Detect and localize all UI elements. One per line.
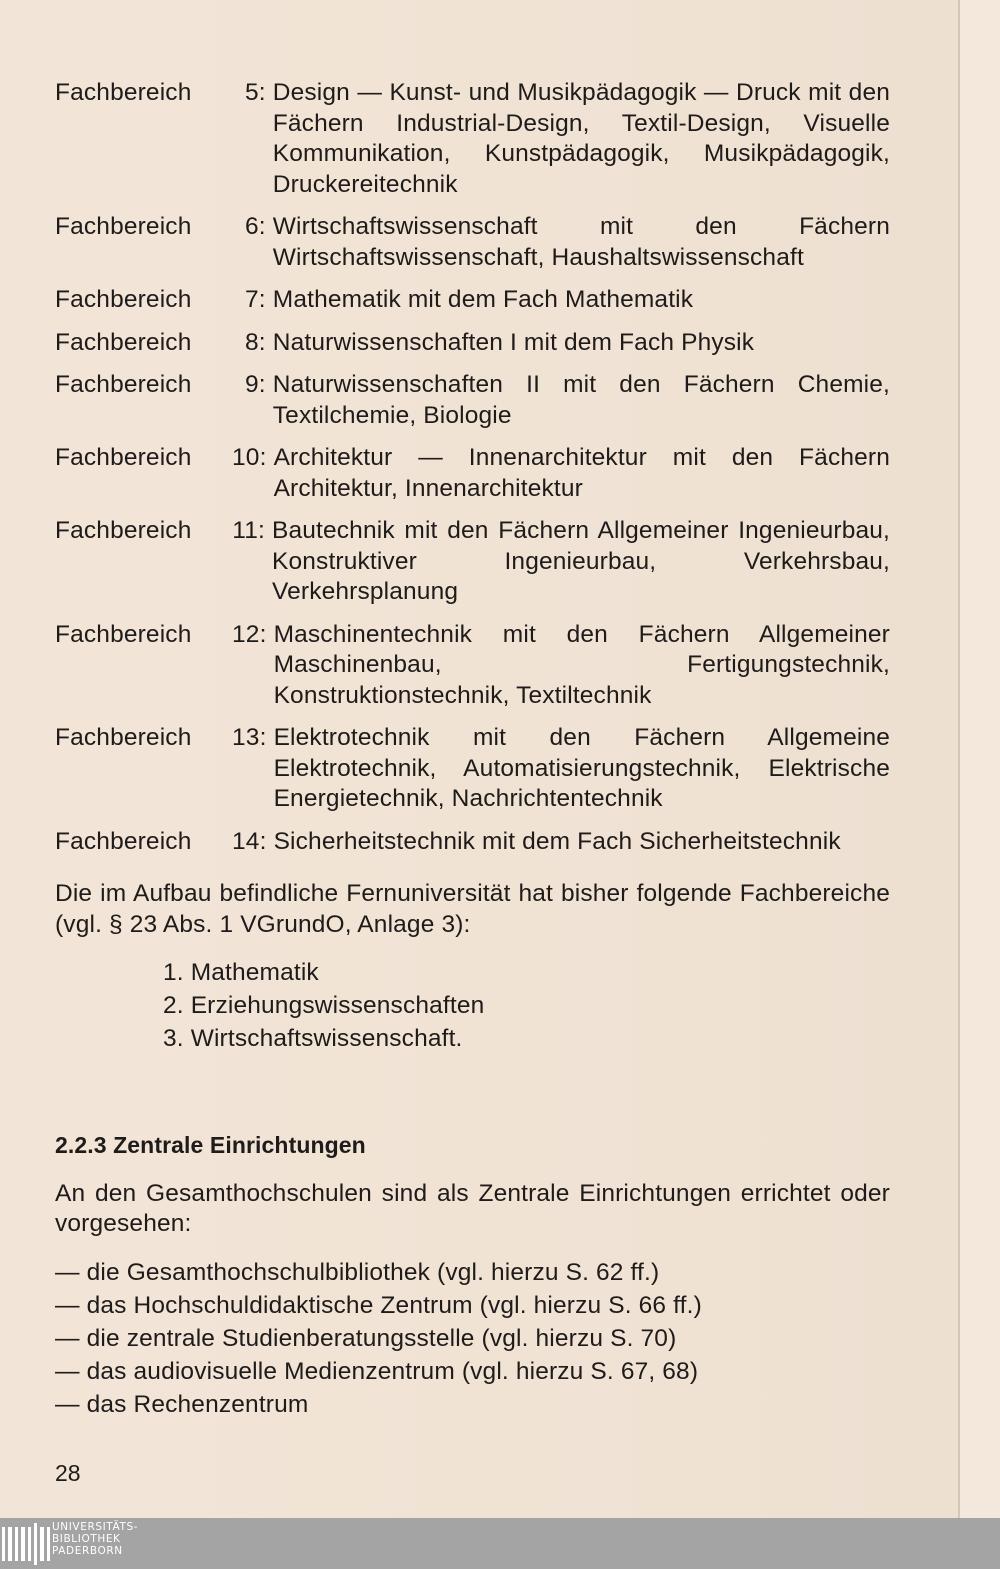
list-item: — die Gesamthochschulbibliothek (vgl. hierzu S. 62 ff.) xyxy=(55,1258,660,1286)
fachbereich-description: Wirtschaftswissenschaft mit den Fächern Wirtschaftswissenschaft, Haushaltswissenschaft xyxy=(272,213,890,271)
next-page-strip xyxy=(960,0,1000,1518)
fachbereich-description: Elektrotechnik mit den Fächern Allgemeine Elektrotechnik, Automatisierungstechnik, Elektrische Energietechnik, Nachrichtentechnik xyxy=(273,724,890,812)
list-item: 2. Erziehungswissenschaften xyxy=(163,992,485,1019)
fachbereich-colon: : xyxy=(259,444,267,471)
fachbereich-label: Fachbereich xyxy=(55,724,192,751)
fachbereich-description: Naturwissenschaften II mit den Fächern Chemie, Textilchemie, Biologie xyxy=(272,371,890,429)
fachbereich-colon: : xyxy=(258,517,265,544)
fachbereich-colon: : xyxy=(259,827,267,855)
fachbereich-number: 10 xyxy=(232,444,260,471)
library-logo-icon xyxy=(0,1518,50,1569)
fachbereich-row xyxy=(55,285,890,316)
fachbereich-colon: : xyxy=(258,371,266,398)
fachbereich-label: Fachbereich xyxy=(55,517,192,544)
fachbereich-number: 6 xyxy=(245,213,259,240)
fachbereich-number: 14 xyxy=(232,827,260,855)
list-item: — das Hochschuldidaktische Zentrum (vgl. hierzu S. 66 ff.) xyxy=(55,1291,702,1319)
fachbereich-description: Maschinentechnik mit den Fächern Allgemeiner Maschinenbau, Fertigungstechnik, Konstruktionstechnik, Textiltechnik xyxy=(273,620,890,709)
fachbereich-colon: : xyxy=(259,620,267,648)
fernuniversitaet-paragraph: Die im Aufbau befindliche Fernuniversität hat bisher folgende Fachbereiche (vgl. § 23 Abs. 1 VGrundO, Anlage 3): xyxy=(55,880,890,938)
fachbereich-row xyxy=(55,827,890,858)
page-content xyxy=(55,78,890,1421)
library-name-line: UNIVERSITÄTS- xyxy=(52,1521,139,1533)
fachbereich-description: Mathematik mit dem Fach Mathematik xyxy=(272,286,694,313)
library-footer-bar xyxy=(0,1518,1000,1569)
fachbereich-description: Sicherheitstechnik mit dem Fach Sicherheitstechnik xyxy=(273,827,841,855)
fachbereich-colon: : xyxy=(258,79,266,106)
fachbereich-label: Fachbereich xyxy=(55,328,192,356)
list-item: — das audiovisuelle Medienzentrum (vgl. hierzu S. 67, 68) xyxy=(55,1357,699,1385)
fachbereich-description: Architektur — Innenarchitektur mit den Fächern Architektur, Innenarchitektur xyxy=(273,444,890,502)
fachbereich-description: Design — Kunst- und Musikpädagogik — Druck mit den Fächern Industrial-Design, Textil-Design, Visuelle Kommunikation, Kunstpädagogik, Musikpädagogik, Druckereitechnik xyxy=(272,79,890,198)
fachbereich-row xyxy=(55,212,890,273)
section-heading: 2.2.3 Zentrale Einrichtungen xyxy=(55,1132,366,1158)
fachbereich-label: Fachbereich xyxy=(55,371,192,398)
fachbereich-number: 9 xyxy=(245,371,259,398)
fachbereich-list xyxy=(55,78,890,857)
fachbereich-label: Fachbereich xyxy=(55,79,192,106)
list-item: — das Rechenzentrum xyxy=(55,1390,309,1418)
list-item: 3. Wirtschaftswissenschaft. xyxy=(163,1025,463,1052)
list-item: — die zentrale Studienberatungsstelle (vgl. hierzu S. 70) xyxy=(55,1324,677,1352)
list-item: 1. Mathematik xyxy=(163,959,319,986)
fachbereich-row xyxy=(55,443,890,504)
library-name-line: PADERBORN xyxy=(52,1545,123,1557)
fachbereich-colon: : xyxy=(259,724,267,751)
fachbereich-row xyxy=(55,370,890,431)
fachbereich-label: Fachbereich xyxy=(55,827,192,855)
fachbereich-label: Fachbereich xyxy=(55,444,192,471)
fachbereich-row xyxy=(55,620,890,712)
library-name xyxy=(52,1521,138,1557)
fachbereich-number: 11 xyxy=(232,517,258,544)
fachbereich-row xyxy=(55,516,890,608)
section-paragraph: An den Gesamthochschulen sind als Zentrale Einrichtungen errichtet oder vorgesehen: xyxy=(55,1179,890,1237)
fachbereich-row xyxy=(55,328,890,359)
zentrale-einrichtungen-list xyxy=(55,1256,890,1421)
fachbereich-colon: : xyxy=(258,286,266,313)
fachbereich-label: Fachbereich xyxy=(55,213,192,240)
fachbereich-number: 12 xyxy=(232,620,260,648)
fachbereich-label: Fachbereich xyxy=(55,286,192,313)
fachbereich-description: Bautechnik mit den Fächern Allgemeiner Ingenieurbau, Konstruktiver Ingenieurbau, Verkehrsbau, Verkehrsplanung xyxy=(272,517,890,605)
fachbereich-label: Fachbereich xyxy=(55,620,192,648)
fachbereich-colon: : xyxy=(258,328,266,356)
fachbereich-row xyxy=(55,78,890,200)
fachbereich-colon: : xyxy=(258,213,266,240)
fernuniversitaet-fachbereich-list xyxy=(163,956,890,1055)
page-number: 28 xyxy=(55,1460,81,1486)
fachbereich-number: 13 xyxy=(232,724,260,751)
fachbereich-description: Naturwissenschaften I mit dem Fach Physik xyxy=(272,328,755,356)
library-name-line: BIBLIOTHEK xyxy=(52,1533,121,1545)
fachbereich-number: 5 xyxy=(245,79,259,106)
fachbereich-row xyxy=(55,723,890,815)
fachbereich-number: 7 xyxy=(245,286,259,313)
fachbereich-number: 8 xyxy=(245,328,259,356)
